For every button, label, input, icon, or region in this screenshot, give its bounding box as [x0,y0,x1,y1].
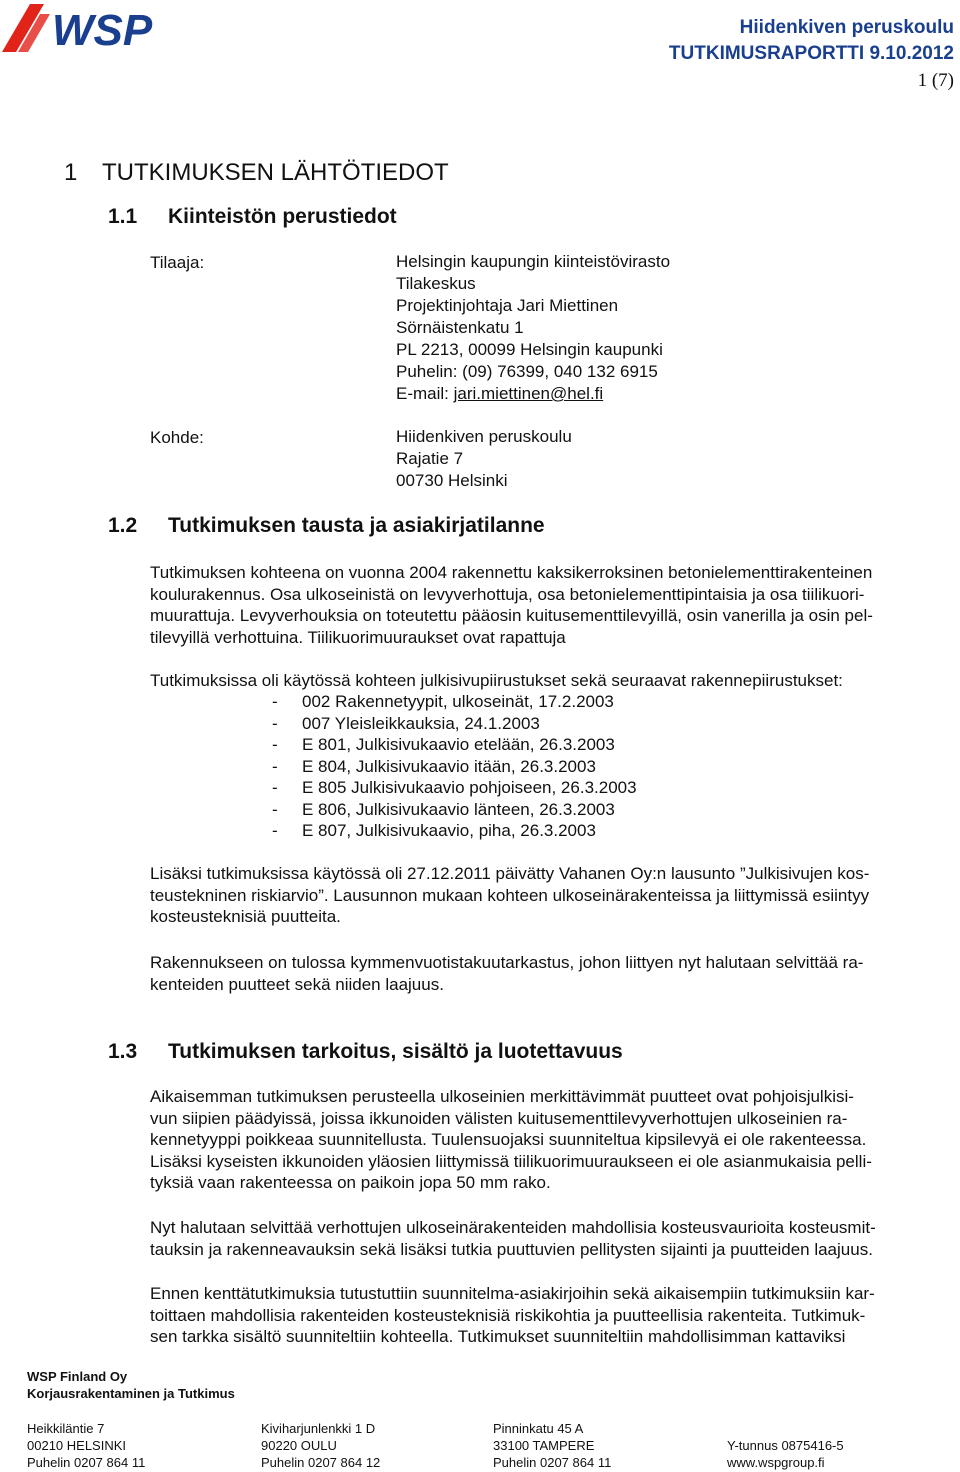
paragraph-line: tyksiä vaan rakenteessa on paikoin jopa 50 mm rako. [150,1173,551,1192]
paragraph-line: Rakennukseen on tulossa kymmenvuotistakuutarkastus, johon liittyen nyt halutaan selvittää ra- [150,953,864,972]
page-number: 1 (7) [917,70,954,91]
drawing-item: - E 807, Julkisivukaavio, piha, 26.3.2003 [272,821,596,840]
footer-line: 00210 HELSINKI [27,1438,127,1453]
purpose-paragraph-2 [150,1217,876,1260]
section-1-heading [64,159,449,187]
paragraph-line: Lisäksi kyseisten ikkunoiden yläosien liittymissä tiilikuorimuuraukseen ei ole asianmukaisia pelli- [150,1151,872,1171]
client-line: Puhelin: (09) 76399, 040 132 6915 [396,362,658,381]
client-line: Projektinjohtaja Jari Miettinen [396,296,619,315]
paragraph-line: Lisäksi tutkimuksissa käytössä oli 27.12.2011 päivätty Vahanen Oy:n lausunto ”Julkisivujen kos- [150,864,870,883]
client-line: Helsingin kaupungin kiinteistövirasto [396,252,671,271]
drawing-item: - E 805 Julkisivukaavio pohjoiseen, 26.3.2003 [272,778,637,797]
section-1-1-heading [108,205,397,229]
client-line: Tilakeskus [396,274,476,293]
footer-col-tampere [493,1420,611,1471]
paragraph-line: Aikaisemman tutkimuksen perusteella ulkoseinien merkittävimmät puutteet ovat pohjoisjulkisi- [150,1087,854,1106]
drawings-intro: Tutkimuksissa oli käytössä kohteen julkisivupiirustukset sekä seuraavat rakennepiirustukset: [150,671,843,690]
client-line: PL 2213, 00099 Helsingin kaupunki [396,340,663,359]
paragraph-line: tauksin ja rakenneavauksin sekä lisäksi tutkia puuttuvien pellitysten sijainti ja puutteiden laajuus. [150,1239,873,1259]
target-details [396,426,572,492]
section-title: TUTKIMUKSEN LÄHTÖTIEDOT [102,159,449,186]
section-number: 1.3 [108,1040,138,1063]
footer-line: Kiviharjunlenkki 1 D [261,1421,376,1436]
client-label: Tilaaja: [150,253,205,272]
paragraph-line: teustekninen riskiarvio”. Lausunnon mukaan kohteen ulkoseinärakenteissa ja liittymissä esiintyy [150,885,870,905]
background-paragraph [150,562,873,648]
section-number: 1 [64,159,78,186]
footer-line: Pinninkatu 45 A [493,1421,584,1436]
footer-col-helsinki [27,1420,145,1471]
section-1-2-heading [108,514,545,538]
paragraph-line: Nyt halutaan selvittää verhottujen ulkoseinärakenteiden mahdollisia kosteusvaurioita kosteusmit- [150,1218,876,1237]
email-link[interactable]: jari.miettinen@hel.fi [453,384,604,403]
paragraph-line: tilevyillä verhottuina. Tiilikuorimuuraukset ovat rapattuja [150,627,566,647]
drawing-item: - E 806, Julkisivukaavio länteen, 26.3.2003 [272,799,615,819]
header-title: Hiidenkiven peruskoulu [739,17,954,38]
section-title: Tutkimuksen tausta ja asiakirjatilanne [168,514,545,537]
section-title: Kiinteistön perustiedot [168,205,397,228]
paragraph-line: kennetyyppi poikkeaa suunnitellusta. Tuulensuojaksi suunniteltua kipsilevyä ei ole rakenteessa. [150,1130,867,1149]
client-line: Sörnäistenkatu 1 [396,318,524,337]
paragraph-line: vun siipien päädyissä, joissa ikkunoiden välisten kuitusementtilevyverhottujen ulkoseinien ra- [150,1108,848,1128]
client-email-line [396,383,670,405]
wsp-logo [0,0,200,60]
drawing-list [272,691,637,842]
paragraph-line: muurattuja. Levyverhouksia on toteutettu pääosin kuitusementtilevyillä, osin vanerilla ja osin pel- [150,606,873,625]
footer-company: WSP Finland Oy [27,1369,128,1384]
section-1-3-heading [108,1040,623,1064]
svg-text:WSP: WSP [52,6,153,55]
paragraph-line: kenteiden puutteet sekä niiden laajuus. [150,974,444,994]
target-line: 00730 Helsinki [396,471,508,490]
email-prefix: E-mail: [396,384,454,403]
footer-line: 33100 TAMPERE [493,1438,595,1453]
statement-paragraph [150,863,869,928]
paragraph-line: toittaen mahdollisia rakenteiden kosteusteknisiä riskikohtia ja puutteellisia rakenteita. Tutkimuk- [150,1305,866,1325]
paragraph-line: kosteusteknisiä puutteita. [150,907,341,926]
inspection-paragraph [150,952,863,995]
drawing-item: - 002 Rakennetyypit, ulkoseinät, 17.2.2003 [272,692,614,711]
drawing-item: - E 804, Julkisivukaavio itään, 26.3.2003 [272,756,596,776]
footer-col-company-info [727,1437,844,1471]
section-number: 1.1 [108,205,138,228]
purpose-paragraph-3 [150,1283,875,1348]
paragraph-line: sen tarkka sisältö suunniteltiin kohteella. Tutkimukset suunniteltiin mahdollisimman kattaviksi [150,1327,846,1346]
drawing-item: - 007 Yleisleikkauksia, 24.1.2003 [272,713,540,733]
footer-line: Puhelin 0207 864 11 [493,1455,612,1470]
section-number: 1.2 [108,514,138,537]
header-report-date: TUTKIMUSRAPORTTI 9.10.2012 [668,43,954,64]
footer-line: Puhelin 0207 864 12 [261,1455,381,1470]
business-id: Y-tunnus 0875416-5 [727,1438,844,1453]
target-line: Rajatie 7 [396,449,464,468]
paragraph-line: koulurakennus. Osa ulkoseinistä on levyverhottuja, osa betonielementtipintaisia ja osa tiilikuori- [150,584,865,604]
client-details [396,251,670,405]
footer-line: Heikkiläntie 7 [27,1421,105,1436]
drawing-item: - E 801, Julkisivukaavio etelään, 26.3.2003 [272,735,615,754]
footer-line: Puhelin 0207 864 11 [27,1455,146,1470]
footer-line: 90220 OULU [261,1438,337,1453]
target-label: Kohde: [150,428,204,447]
website-link[interactable]: www.wspgroup.fi [727,1455,825,1470]
section-title: Tutkimuksen tarkoitus, sisältö ja luotettavuus [168,1040,623,1063]
wsp-logo-mark [0,0,200,60]
footer-division: Korjausrakentaminen ja Tutkimus [27,1386,235,1401]
target-line: Hiidenkiven peruskoulu [396,427,572,446]
purpose-paragraph-1 [150,1086,872,1194]
paragraph-line: Tutkimuksen kohteena on vuonna 2004 rakennettu kaksikerroksinen betonielementtirakenteinen [150,563,873,582]
footer-col-oulu [261,1420,380,1471]
paragraph-line: Ennen kenttätutkimuksia tutustuttiin suunnitelma-asiakirjoihin sekä aikaisempiin tutkimuksiin kar- [150,1284,875,1303]
